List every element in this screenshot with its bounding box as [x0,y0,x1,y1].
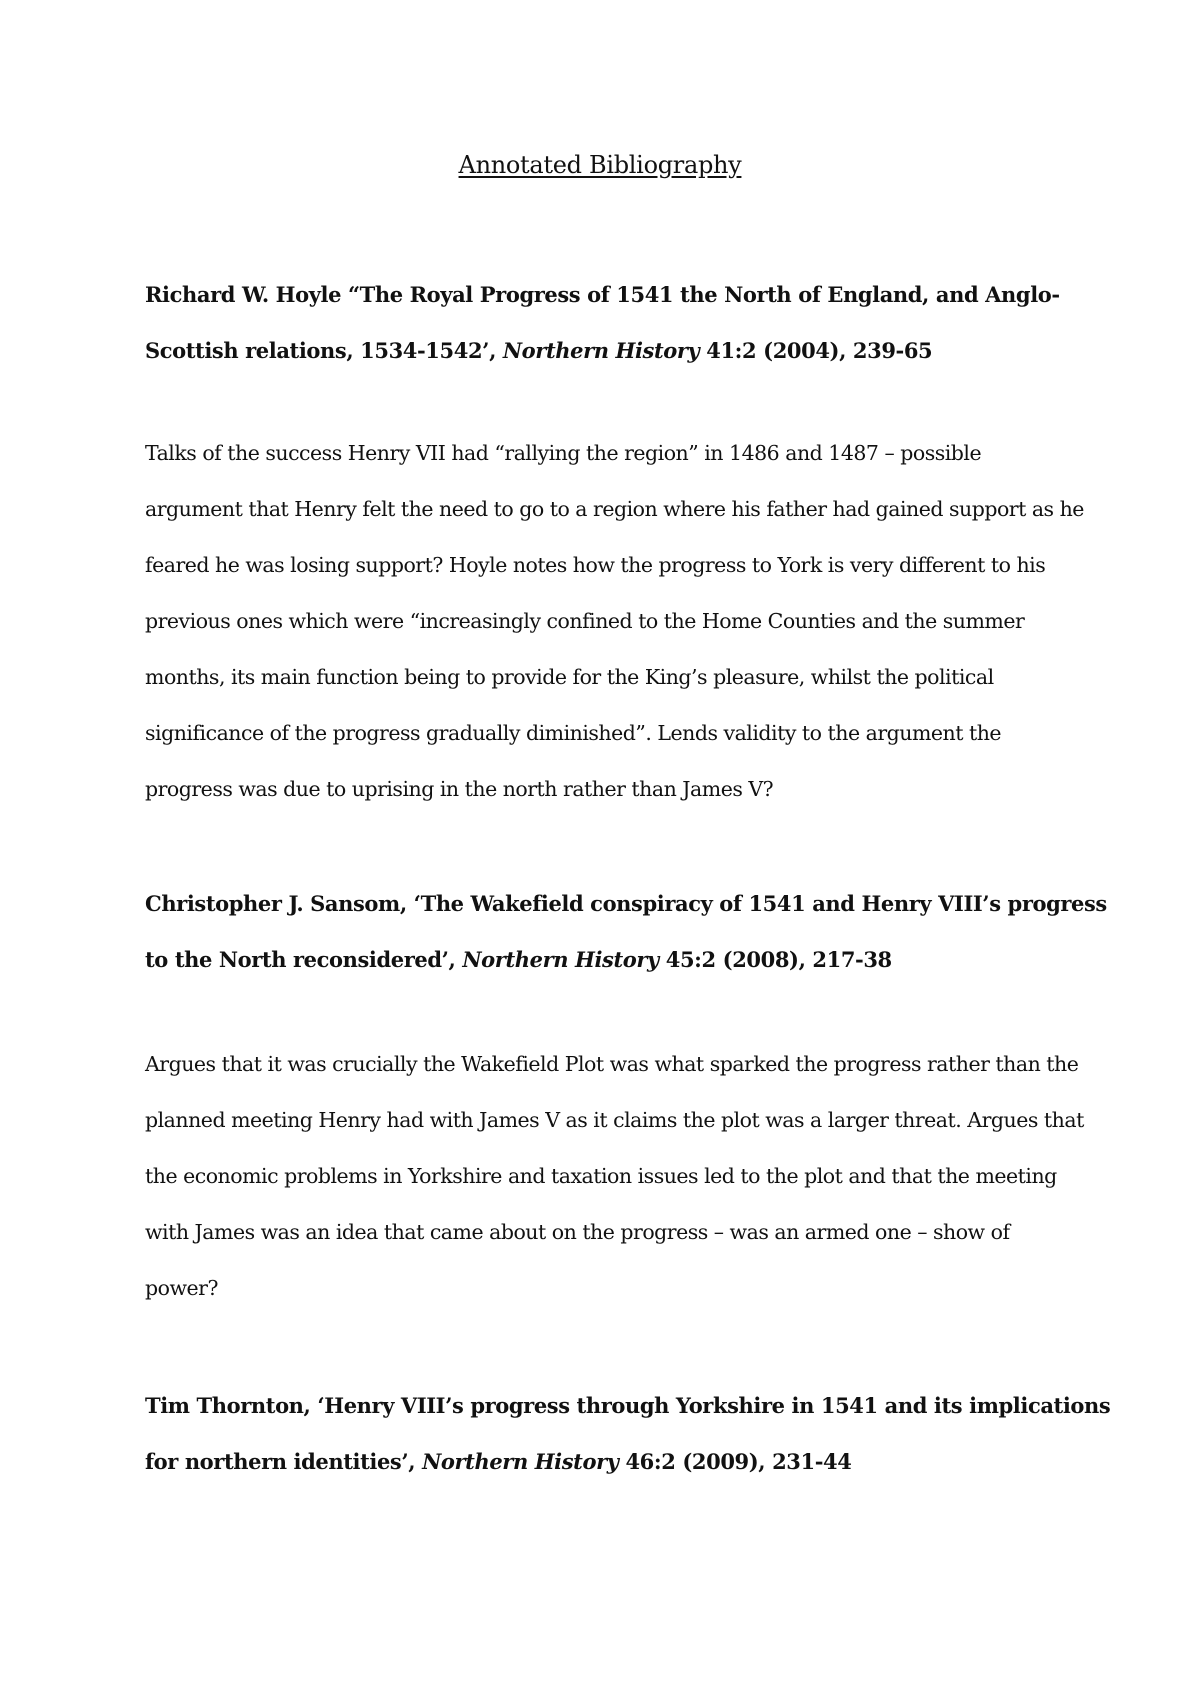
citation-details: 41:2 (2004), 239-65 [699,338,933,363]
citation-line: Richard W. Hoyle “The Royal Progress of 1541 the North of England, and Anglo- [145,282,1060,307]
bibliography-entry-annotation [145,425,1084,817]
bibliography-entry-citation [145,876,1107,988]
citation-details: 46:2 (2009), 231-44 [618,1449,852,1474]
citation-line: Tim Thornton, ‘Henry VIII’s progress through Yorkshire in 1541 and its implications [145,1393,1111,1418]
annotation-line: Argues that it was crucially the Wakefield Plot was what sparked the progress rather than the [145,1052,1079,1076]
citation-details: 45:2 (2008), 217-38 [658,947,892,972]
annotation-line: with James was an idea that came about on the progress – was an armed one – show of [145,1220,1010,1244]
annotation-line: argument that Henry felt the need to go to a region where his father had gained support as he [145,497,1084,521]
annotation-line: feared he was losing support? Hoyle notes how the progress to York is very different to his [145,553,1046,577]
bibliography-entry-citation [145,267,1065,379]
annotation-line: previous ones which were “increasingly confined to the Home Counties and the summer [145,609,1025,633]
citation-line [145,323,1065,379]
journal-title: Northern History [502,338,700,363]
citation-text: to the North reconsidered’, [145,947,463,972]
annotation-line: the economic problems in Yorkshire and taxation issues led to the plot and that the meeting [145,1164,1057,1188]
annotation-line: months, its main function being to provide for the King’s pleasure, whilst the political [145,665,994,689]
citation-line [145,932,1065,988]
citation-text: for northern identities’, [145,1449,423,1474]
bibliography-entry-citation [145,1378,1111,1490]
citation-text: Scottish relations, 1534-1542’, [145,338,503,363]
citation-line: Christopher J. Sansom, ‘The Wakefield conspiracy of 1541 and Henry VIII’s progress [145,891,1107,916]
document-title: Annotated Bibliography [458,151,742,179]
journal-title: Northern History [422,1449,619,1474]
annotation-line: progress was due to uprising in the north rather than James V? [145,777,774,801]
bibliography-entry-annotation [145,1036,1084,1316]
citation-line [145,1434,1065,1490]
annotation-line: power? [145,1276,218,1300]
annotation-line: Talks of the success Henry VII had “rallying the region” in 1486 and 1487 – possible [145,441,982,465]
annotation-line: significance of the progress gradually diminished”. Lends validity to the argument the [145,721,1002,745]
annotation-line: planned meeting Henry had with James V as it claims the plot was a larger threat. Argues that [145,1108,1084,1132]
journal-title: Northern History [462,947,659,972]
